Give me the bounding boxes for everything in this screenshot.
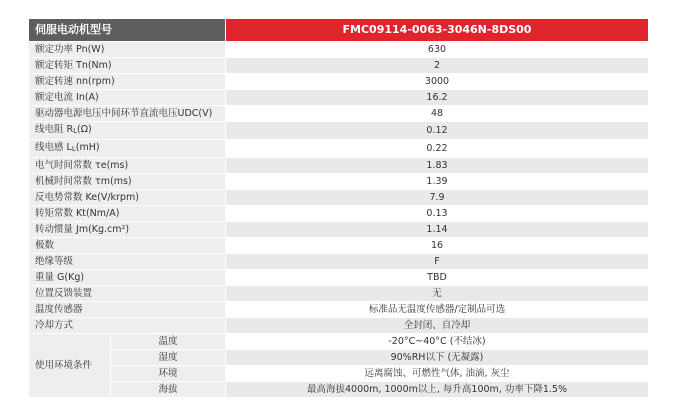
spec-sheet	[28, 18, 648, 398]
spec-label-text: 驱动器电源电压中间环节直流电压UDC(V)	[35, 108, 213, 119]
spec-label-text: 温度传感器	[35, 304, 83, 315]
env-group-label: 使用环境条件	[29, 334, 111, 398]
spec-label	[29, 74, 226, 90]
spec-label-text: 额定功率 Pn(W)	[35, 44, 105, 55]
spec-label-subscript: L	[73, 127, 78, 135]
spec-label	[29, 286, 226, 302]
spec-row	[29, 174, 649, 190]
spec-value: 1.39	[226, 174, 649, 190]
spec-label-text: 反电势常数 Ke(V/krpm)	[35, 192, 139, 203]
spec-label	[29, 106, 226, 122]
env-value: -20°C~40°C (不结冰)	[226, 334, 649, 350]
spec-row	[29, 302, 649, 318]
spec-label	[29, 90, 226, 106]
spec-label-text: 转动惯量 Jm(Kg.cm²)	[35, 224, 130, 235]
spec-label	[29, 254, 226, 270]
env-sub-label: 湿度	[111, 350, 226, 366]
spec-label	[29, 318, 226, 334]
env-value: 最高海拔4000m, 1000m以上, 每升高100m, 功率下降1.5%	[226, 382, 649, 398]
spec-value: 7.9	[226, 190, 649, 206]
env-value: 90%RH以下 (无凝露)	[226, 350, 649, 366]
spec-label	[29, 206, 226, 222]
spec-value: 无	[226, 286, 649, 302]
spec-label-subscript: L	[71, 145, 76, 153]
env-value: 远离腐蚀、可燃性气体, 油滴, 灰尘	[226, 366, 649, 382]
spec-value: 3000	[226, 74, 649, 90]
spec-label	[29, 174, 226, 190]
spec-value: TBD	[226, 270, 649, 286]
spec-label	[29, 122, 226, 140]
spec-value: F	[226, 254, 649, 270]
spec-value: 1.14	[226, 222, 649, 238]
env-sub-label: 海拔	[111, 382, 226, 398]
spec-label-text: 机械时间常数 τm(ms)	[35, 176, 132, 187]
spec-row	[29, 122, 649, 140]
env-row	[29, 350, 649, 366]
spec-value: 48	[226, 106, 649, 122]
spec-row	[29, 158, 649, 174]
spec-value: 16	[226, 238, 649, 254]
spec-label-text: 位置反馈装置	[35, 288, 93, 299]
spec-label	[29, 190, 226, 206]
spec-label-text: 电气时间常数 τe(ms)	[35, 160, 129, 171]
spec-value: 2	[226, 58, 649, 74]
spec-row	[29, 222, 649, 238]
spec-row	[29, 90, 649, 106]
spec-row	[29, 140, 649, 158]
spec-label-unit: (Ω)	[77, 124, 92, 135]
spec-label	[29, 58, 226, 74]
env-row	[29, 382, 649, 398]
spec-row	[29, 318, 649, 334]
spec-row	[29, 42, 649, 58]
spec-label-text: 极数	[35, 240, 55, 251]
spec-row	[29, 206, 649, 222]
spec-label-text: 额定转矩 Tn(Nm)	[35, 60, 112, 71]
spec-value: 标准品无温度传感器/定制品可选	[226, 302, 649, 318]
spec-value: 630	[226, 42, 649, 58]
spec-label-text: 重量 G(Kg)	[35, 272, 85, 283]
spec-table	[28, 18, 649, 398]
spec-row	[29, 286, 649, 302]
env-sub-label: 温度	[111, 334, 226, 350]
header-label: 伺服电动机型号	[29, 19, 226, 42]
spec-label-text: 额定转速 nn(rpm)	[35, 76, 115, 87]
spec-label-text: 线电感 L	[35, 142, 72, 153]
spec-row	[29, 254, 649, 270]
spec-value: 0.22	[226, 140, 649, 158]
spec-label	[29, 140, 226, 158]
spec-label	[29, 302, 226, 318]
spec-label-text: 冷却方式	[35, 320, 74, 331]
spec-value: 1.83	[226, 158, 649, 174]
header-row	[29, 19, 649, 42]
spec-label	[29, 42, 226, 58]
spec-value: 0.12	[226, 122, 649, 140]
spec-row	[29, 58, 649, 74]
spec-label-text: 绝缘等级	[35, 256, 74, 267]
spec-label-text: 线电阻 R	[35, 124, 74, 135]
spec-label-text: 转矩常数 Kt(Nm/A)	[35, 208, 120, 219]
spec-label-text: 额定电流 In(A)	[35, 92, 99, 103]
spec-label	[29, 158, 226, 174]
env-row	[29, 366, 649, 382]
spec-label	[29, 270, 226, 286]
spec-value: 全封闭、自冷却	[226, 318, 649, 334]
spec-label-unit: (mH)	[75, 142, 100, 153]
spec-label	[29, 222, 226, 238]
spec-value: 16.2	[226, 90, 649, 106]
spec-row	[29, 74, 649, 90]
spec-row	[29, 190, 649, 206]
spec-row	[29, 238, 649, 254]
env-sub-label: 环境	[111, 366, 226, 382]
env-row	[29, 334, 649, 350]
spec-row	[29, 106, 649, 122]
spec-value: 0.13	[226, 206, 649, 222]
header-model: FMC09114-0063-3046N-8DS00	[226, 19, 649, 42]
spec-label	[29, 238, 226, 254]
spec-row	[29, 270, 649, 286]
